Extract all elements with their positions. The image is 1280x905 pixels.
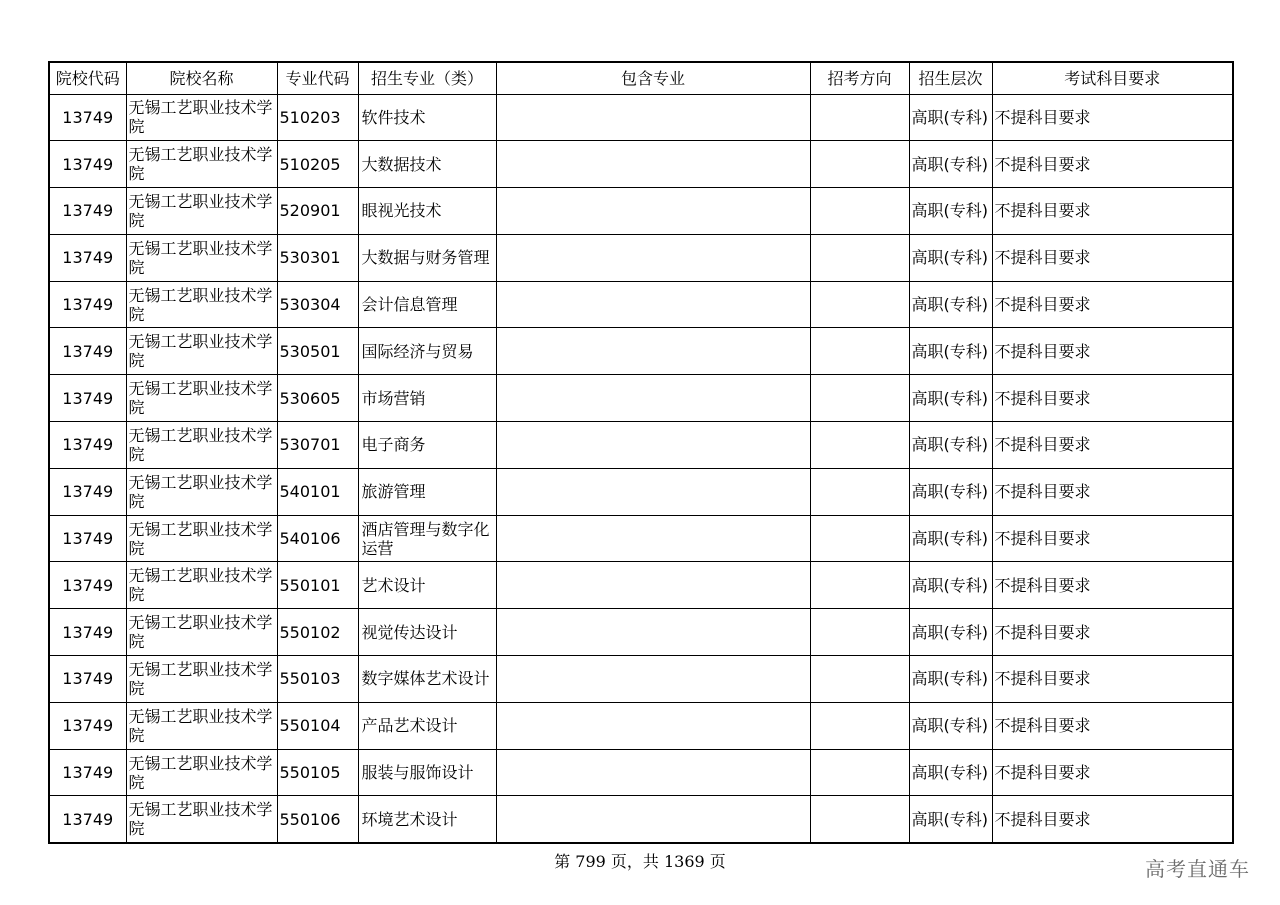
cell-major: 服装与服饰设计 — [358, 749, 496, 796]
cell-included-majors — [496, 141, 810, 188]
table-row — [49, 468, 1233, 515]
header-school-name: 院校名称 — [126, 62, 277, 94]
table-row — [49, 234, 1233, 281]
cell-school-code: 13749 — [49, 234, 126, 281]
cell-major: 市场营销 — [358, 375, 496, 422]
cell-level: 高职(专科) — [909, 422, 992, 469]
cell-level: 高职(专科) — [909, 749, 992, 796]
cell-included-majors — [496, 188, 810, 235]
cell-level: 高职(专科) — [909, 141, 992, 188]
cell-direction — [810, 141, 909, 188]
cell-major: 眼视光技术 — [358, 188, 496, 235]
cell-school-name: 无锡工艺职业技术学院 — [126, 422, 277, 469]
cell-included-majors — [496, 422, 810, 469]
header-direction: 招考方向 — [810, 62, 909, 94]
page-footer: 第 799 页，共 1369 页 — [554, 852, 726, 871]
cell-included-majors — [496, 562, 810, 609]
cell-included-majors — [496, 515, 810, 562]
cell-direction — [810, 94, 909, 141]
cell-level: 高职(专科) — [909, 375, 992, 422]
table-row — [49, 94, 1233, 141]
cell-level: 高职(专科) — [909, 188, 992, 235]
cell-major: 电子商务 — [358, 422, 496, 469]
cell-included-majors — [496, 281, 810, 328]
cell-major-code: 510205 — [277, 141, 358, 188]
cell-included-majors — [496, 328, 810, 375]
table-row — [49, 375, 1233, 422]
cell-major-code: 530605 — [277, 375, 358, 422]
table-header — [49, 62, 1233, 94]
cell-requirement: 不提科目要求 — [992, 188, 1233, 235]
cell-level: 高职(专科) — [909, 562, 992, 609]
cell-requirement: 不提科目要求 — [992, 281, 1233, 328]
cell-school-name: 无锡工艺职业技术学院 — [126, 656, 277, 703]
cell-requirement: 不提科目要求 — [992, 468, 1233, 515]
cell-school-code: 13749 — [49, 702, 126, 749]
cell-requirement: 不提科目要求 — [992, 702, 1233, 749]
cell-requirement: 不提科目要求 — [992, 422, 1233, 469]
cell-school-name: 无锡工艺职业技术学院 — [126, 141, 277, 188]
cell-direction — [810, 234, 909, 281]
cell-included-majors — [496, 609, 810, 656]
table-row — [49, 702, 1233, 749]
cell-school-code: 13749 — [49, 94, 126, 141]
cell-major-code: 530701 — [277, 422, 358, 469]
cell-direction — [810, 702, 909, 749]
cell-school-code: 13749 — [49, 375, 126, 422]
cell-major-code: 550106 — [277, 796, 358, 843]
table-row — [49, 515, 1233, 562]
cell-school-name: 无锡工艺职业技术学院 — [126, 94, 277, 141]
table-row — [49, 281, 1233, 328]
cell-included-majors — [496, 94, 810, 141]
cell-direction — [810, 749, 909, 796]
cell-direction — [810, 656, 909, 703]
table-row — [49, 609, 1233, 656]
cell-school-name: 无锡工艺职业技术学院 — [126, 234, 277, 281]
table-row — [49, 656, 1233, 703]
cell-major-code: 550105 — [277, 749, 358, 796]
admissions-table-container — [48, 61, 1232, 844]
cell-major: 酒店管理与数字化运营 — [358, 515, 496, 562]
cell-requirement: 不提科目要求 — [992, 749, 1233, 796]
cell-major: 产品艺术设计 — [358, 702, 496, 749]
cell-school-name: 无锡工艺职业技术学院 — [126, 515, 277, 562]
cell-school-code: 13749 — [49, 609, 126, 656]
cell-school-code: 13749 — [49, 796, 126, 843]
cell-school-name: 无锡工艺职业技术学院 — [126, 796, 277, 843]
cell-included-majors — [496, 375, 810, 422]
cell-major: 国际经济与贸易 — [358, 328, 496, 375]
header-major: 招生专业（类） — [358, 62, 496, 94]
cell-major-code: 550104 — [277, 702, 358, 749]
cell-level: 高职(专科) — [909, 94, 992, 141]
table-row — [49, 796, 1233, 843]
cell-school-name: 无锡工艺职业技术学院 — [126, 281, 277, 328]
cell-level: 高职(专科) — [909, 656, 992, 703]
cell-school-name: 无锡工艺职业技术学院 — [126, 375, 277, 422]
cell-direction — [810, 188, 909, 235]
cell-included-majors — [496, 796, 810, 843]
table-row — [49, 422, 1233, 469]
cell-school-name: 无锡工艺职业技术学院 — [126, 562, 277, 609]
cell-direction — [810, 281, 909, 328]
cell-school-code: 13749 — [49, 515, 126, 562]
cell-requirement: 不提科目要求 — [992, 562, 1233, 609]
cell-direction — [810, 422, 909, 469]
cell-school-code: 13749 — [49, 281, 126, 328]
cell-requirement: 不提科目要求 — [992, 328, 1233, 375]
header-requirement: 考试科目要求 — [992, 62, 1233, 94]
cell-major: 数字媒体艺术设计 — [358, 656, 496, 703]
table-row — [49, 749, 1233, 796]
table-row — [49, 141, 1233, 188]
cell-included-majors — [496, 702, 810, 749]
cell-level: 高职(专科) — [909, 468, 992, 515]
cell-major: 艺术设计 — [358, 562, 496, 609]
cell-school-code: 13749 — [49, 328, 126, 375]
cell-major-code: 520901 — [277, 188, 358, 235]
cell-school-name: 无锡工艺职业技术学院 — [126, 749, 277, 796]
cell-requirement: 不提科目要求 — [992, 94, 1233, 141]
cell-major-code: 530301 — [277, 234, 358, 281]
header-level: 招生层次 — [909, 62, 992, 94]
cell-school-code: 13749 — [49, 468, 126, 515]
cell-major-code: 530501 — [277, 328, 358, 375]
cell-school-name: 无锡工艺职业技术学院 — [126, 188, 277, 235]
cell-requirement: 不提科目要求 — [992, 234, 1233, 281]
cell-major-code: 540106 — [277, 515, 358, 562]
cell-major: 软件技术 — [358, 94, 496, 141]
cell-direction — [810, 468, 909, 515]
cell-requirement: 不提科目要求 — [992, 141, 1233, 188]
table-row — [49, 328, 1233, 375]
cell-requirement: 不提科目要求 — [992, 375, 1233, 422]
cell-school-name: 无锡工艺职业技术学院 — [126, 328, 277, 375]
cell-included-majors — [496, 468, 810, 515]
cell-school-name: 无锡工艺职业技术学院 — [126, 468, 277, 515]
cell-school-code: 13749 — [49, 141, 126, 188]
cell-requirement: 不提科目要求 — [992, 515, 1233, 562]
cell-major: 大数据技术 — [358, 141, 496, 188]
header-major-code: 专业代码 — [277, 62, 358, 94]
table-row — [49, 562, 1233, 609]
header-included-majors: 包含专业 — [496, 62, 810, 94]
cell-level: 高职(专科) — [909, 702, 992, 749]
cell-level: 高职(专科) — [909, 515, 992, 562]
cell-major: 大数据与财务管理 — [358, 234, 496, 281]
cell-direction — [810, 796, 909, 843]
cell-direction — [810, 328, 909, 375]
table-row — [49, 188, 1233, 235]
cell-direction — [810, 562, 909, 609]
cell-school-name: 无锡工艺职业技术学院 — [126, 609, 277, 656]
cell-major: 环境艺术设计 — [358, 796, 496, 843]
cell-major: 会计信息管理 — [358, 281, 496, 328]
cell-requirement: 不提科目要求 — [992, 796, 1233, 843]
cell-included-majors — [496, 234, 810, 281]
cell-major-code: 550103 — [277, 656, 358, 703]
cell-level: 高职(专科) — [909, 234, 992, 281]
cell-school-code: 13749 — [49, 188, 126, 235]
cell-direction — [810, 609, 909, 656]
cell-school-code: 13749 — [49, 422, 126, 469]
cell-level: 高职(专科) — [909, 796, 992, 843]
cell-major-code: 550101 — [277, 562, 358, 609]
cell-school-code: 13749 — [49, 562, 126, 609]
cell-major-code: 510203 — [277, 94, 358, 141]
header-school-code: 院校代码 — [49, 62, 126, 94]
cell-level: 高职(专科) — [909, 281, 992, 328]
cell-major-code: 530304 — [277, 281, 358, 328]
cell-major: 视觉传达设计 — [358, 609, 496, 656]
cell-school-name: 无锡工艺职业技术学院 — [126, 702, 277, 749]
cell-major-code: 550102 — [277, 609, 358, 656]
cell-requirement: 不提科目要求 — [992, 609, 1233, 656]
cell-school-code: 13749 — [49, 656, 126, 703]
cell-level: 高职(专科) — [909, 609, 992, 656]
cell-major-code: 540101 — [277, 468, 358, 515]
cell-major: 旅游管理 — [358, 468, 496, 515]
watermark: 高考直通车 — [1145, 857, 1250, 881]
admissions-table — [48, 61, 1234, 844]
cell-direction — [810, 515, 909, 562]
cell-level: 高职(专科) — [909, 328, 992, 375]
cell-direction — [810, 375, 909, 422]
cell-included-majors — [496, 749, 810, 796]
cell-included-majors — [496, 656, 810, 703]
cell-school-code: 13749 — [49, 749, 126, 796]
table-body — [49, 94, 1233, 843]
cell-requirement: 不提科目要求 — [992, 656, 1233, 703]
